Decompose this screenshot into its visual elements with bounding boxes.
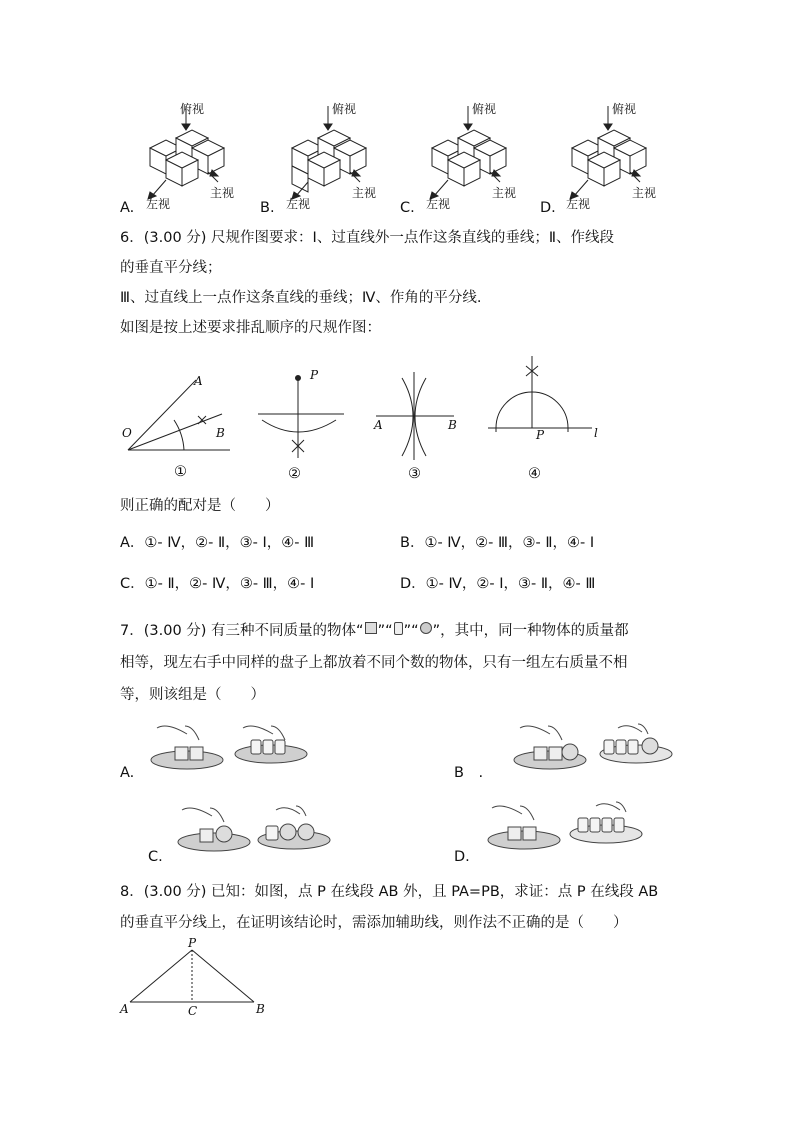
q5-a-left-label: 左视	[146, 197, 171, 211]
q5-c-top-label: 俯视	[472, 102, 497, 116]
q7-figure-d	[480, 800, 650, 860]
q5-option-b[interactable]: B.	[260, 200, 275, 216]
q7-stem-c: ”“	[403, 623, 419, 639]
q7-stem-line2: 相等，现左右手中同样的盘子上都放着不同个数的物体，只有一组左右质量不相	[120, 655, 628, 671]
q8-stem-line2: 的垂直平分线上，在证明该结论时，需添加辅助线，则作法不正确的是（ ）	[120, 915, 628, 931]
q6-stem-line2: 的垂直平分线；	[120, 260, 222, 276]
q5-d-left-label: 左视	[566, 197, 591, 211]
q5-a-top-label: 俯视	[180, 102, 205, 116]
q8-label-b: B	[256, 1002, 265, 1016]
q5-c-front-label: 主视	[492, 186, 517, 200]
q7-stem-a: 7．(3.00 分) 有三种不同质量的物体“	[120, 623, 364, 639]
q5-option-d[interactable]: D.	[540, 200, 556, 216]
q5-d-top-label: 俯视	[612, 102, 637, 116]
q6-stem-line1: 6．(3.00 分) 尺规作图要求：Ⅰ、过直线外一点作这条直线的垂线；Ⅱ、作线段	[120, 230, 614, 246]
cube-object-icon	[365, 622, 377, 634]
q8-stem-line1: 8．(3.00 分) 已知：如图，点 P 在线段 AB 外，且 PA=PB，求证：点 P 在线段 AB	[120, 884, 659, 900]
q8-label-c: C	[188, 1004, 198, 1018]
q6-fig1-label-b: B	[216, 426, 225, 440]
q6-stem-line3: Ⅲ、过直线上一点作这条直线的垂线；Ⅳ、作角的平分线.	[120, 290, 482, 306]
q5-d-front-label: 主视	[632, 186, 657, 200]
q6-question: 则正确的配对是（ ）	[120, 498, 280, 514]
q6-option-a[interactable]: A．①- Ⅳ，②- Ⅱ，③- Ⅰ，④- Ⅲ	[120, 535, 315, 551]
q6-option-b[interactable]: B．①- Ⅳ，②- Ⅲ，③- Ⅱ，④- Ⅰ	[400, 535, 595, 551]
q6-fig1-label-a: A	[194, 374, 203, 388]
q6-fig2-number: ②	[288, 466, 301, 482]
q7-figure-c	[170, 802, 340, 862]
q7-stem-d: ”，其中，同一种物体的质量都	[432, 623, 629, 639]
q5-b-left-label: 左视	[286, 197, 311, 211]
q6-fig4-number: ④	[528, 466, 541, 482]
q7-stem-line1	[120, 621, 629, 641]
q6-option-d[interactable]: D．①- Ⅳ，②- Ⅰ，③- Ⅱ，④- Ⅲ	[400, 576, 596, 592]
q7-figure-b	[508, 720, 678, 780]
q5-c-left-label: 左视	[426, 197, 451, 211]
q8-label-p: P	[188, 936, 197, 950]
q7-figure-a	[145, 720, 315, 780]
q6-fig3-label-a: A	[374, 418, 383, 432]
q6-fig3-number: ③	[408, 466, 421, 482]
q5-option-a[interactable]: A.	[120, 200, 135, 216]
q5-a-front-label: 主视	[210, 186, 235, 200]
q5-b-front-label: 主视	[352, 186, 377, 200]
q6-fig4-label-p: P	[536, 428, 545, 442]
q6-fig2-label-p: P	[310, 368, 319, 382]
q7-option-c[interactable]: C.	[148, 849, 163, 865]
q6-fig1-label-o: O	[122, 426, 132, 440]
q5-b-top-label: 俯视	[332, 102, 357, 116]
q5-option-c[interactable]: C.	[400, 200, 415, 216]
q8-figure-triangle	[124, 946, 274, 1016]
q7-stem-line3: 等，则该组是（ ）	[120, 687, 265, 703]
sphere-object-icon	[420, 622, 432, 634]
q8-label-a: A	[120, 1002, 129, 1016]
q7-option-b[interactable]: B .	[454, 765, 484, 781]
q7-option-a[interactable]: A.	[120, 765, 135, 781]
q6-option-c[interactable]: C．①- Ⅱ，②- Ⅳ，③- Ⅲ，④- Ⅰ	[120, 576, 315, 592]
q7-option-d[interactable]: D.	[454, 849, 470, 865]
cylinder-object-icon	[394, 622, 403, 635]
q6-fig1-number: ①	[174, 464, 187, 480]
q7-stem-b: ”“	[377, 623, 393, 639]
q6-figure-2	[252, 368, 352, 468]
q6-stem-line4: 如图是按上述要求排乱顺序的尺规作图：	[120, 320, 381, 336]
q6-fig4-label-l: l	[594, 426, 598, 440]
q6-fig3-label-b: B	[448, 418, 457, 432]
